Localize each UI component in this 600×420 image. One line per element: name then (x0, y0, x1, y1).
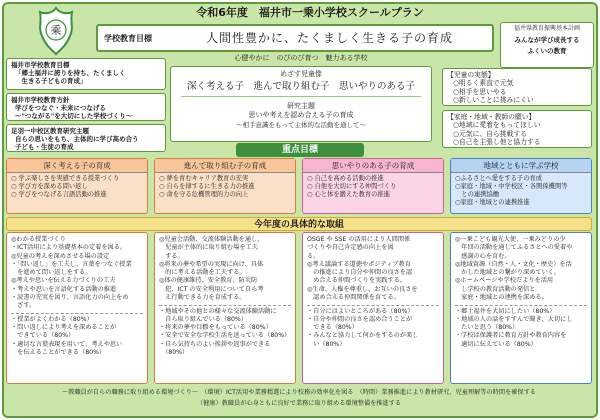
eval-line: ・地域の人の話をすすんで聞き、大切にし (455, 315, 573, 323)
school-goal-bar (96, 24, 494, 52)
focus-item: ○ 学ぶ楽しさを実感できる授業づくり (11, 175, 120, 182)
action-line: 年団の活動を通してふるさとへの愛着や (455, 244, 573, 252)
focus-item: ○家庭・地域・中学校区・各関係機関等 (455, 182, 568, 190)
focus-item: ○家庭・地域との連携推進 (455, 198, 530, 206)
research-subtitle: ～相手意識をもって主体的な活動を通して～ (236, 121, 366, 130)
focus-item: ○ふるさとへ愛をする子の育成 (455, 175, 543, 182)
focus-col-proactive (154, 158, 296, 214)
eval-line: ・安全で安全な学校生活を送っている（80%） (159, 332, 291, 340)
reality-item: ○新しいことに挑みにくい (453, 96, 534, 105)
action-line: ◎一乗こども観光大使、一乗みどりの少 (455, 236, 566, 243)
school-motto: 心健やかに のびのび育つ 魅力ある学校 (234, 54, 368, 62)
eval-line: 自ら取り組んでいる（80%） (159, 315, 248, 323)
action-line: 感謝の心を育む。 (455, 252, 511, 260)
eval-line: を伝えることができる（80%） (11, 348, 106, 356)
focus-item: ○ 学びをつなげる言語活動の推進 (11, 190, 107, 198)
child-image-label: めざす児童像 (280, 70, 322, 78)
action-line: ◎体の健康維持、安全教育、防災防 (159, 277, 258, 285)
action-col-proactive (154, 232, 296, 384)
goal-label: 学校教育目標 (104, 34, 152, 43)
school-emblem (36, 6, 76, 56)
action-line: づくりや自己肯定感の向上を図 (307, 244, 394, 252)
focus-item: ○ 夢を育むキャリア教育の充実 (159, 175, 249, 182)
action-line: ◎考え議論する道徳やポジティブ教育 (307, 260, 411, 268)
goal-text: 人間性豊かに、たくましく生きる子の育成 (206, 31, 454, 45)
district-theme-line: 自らの思いをもち、主体的に学び高め合う (15, 135, 139, 144)
child-reality-box (442, 68, 592, 106)
wishes-item: ○自己を主張し他と協力する (453, 138, 541, 147)
focus-item: ○ 命を守る危機管理的力の向上 (159, 190, 249, 198)
district-theme-heading: 足羽一中校区教育研究主題 (11, 127, 89, 135)
eval-line: ・地域やその他との様々な交流体験活動に (159, 307, 277, 315)
city-goal-heading: 福井市学校教育目標 (11, 61, 70, 69)
action-line: し学校の教育活動の発信と (455, 285, 536, 293)
action-line: ◎わかる授業づくり (11, 236, 66, 243)
eval-line: ・自分や仲間の良さを認め合うことが (307, 315, 413, 323)
focus-col-compassion (302, 158, 444, 214)
page-title: 令和6年度 福井市一乗小学校スクールプラン (196, 6, 424, 19)
focus-item: ○ 自己を高める活動の推進 (307, 175, 384, 182)
focus-item: ○ 心と体を鍛えた教育の推進 (307, 190, 391, 198)
focus-title: 地域とともに学ぶ学校 (451, 159, 591, 173)
child-image: 深く考える子 進んで取り組む子 思いやりのある子 (186, 80, 415, 92)
action-line: ・読書の充実を図り、言語化力の向上をめ (11, 293, 129, 301)
action-line: ざす。 (11, 302, 36, 309)
divider (159, 305, 291, 306)
action-line: ◎将来の夢や希望の実現に向け、具体 (159, 260, 264, 268)
eval-line: できている（80%） (11, 332, 75, 340)
pref-plan-motto-2: ふくいの教育 (527, 46, 567, 55)
eval-line: 適切に伝えている（80%） (455, 340, 537, 348)
action-line: め合える仲間づくりを実践する。 (307, 277, 406, 285)
action-line: ◎児童会活動、交流体験活動を通し、 (159, 236, 264, 243)
wishes-heading: 【家庭・地域・教師の願い】 (447, 113, 536, 121)
eval-line: ・自ら気持ちのよい挨拶や返事ができる (159, 340, 271, 348)
action-line: 犯、ICT の安全利用について自ら考 (159, 285, 264, 293)
action-line: かした地域との繋がり深めていく。 (455, 269, 561, 276)
reality-heading: 【児童の実態】 (447, 71, 495, 79)
action-line: の推進により自分や仲間の良さを認 (307, 269, 413, 276)
eval-line: ・郷土福井を大切にしたい（80%） (455, 307, 556, 315)
city-goal-box (6, 58, 166, 90)
eval-line: ・授業がよくわかる（80%） (11, 315, 93, 323)
pref-plan-title: 福井県教育振興基本計画 (513, 25, 580, 32)
footer-line-2: （健康）教職員が心身ともに良好で業務に取り組める環境整備を推進する (196, 400, 402, 407)
action-col-community (450, 232, 592, 384)
eval-line: ・自分にはよいところがある（80%） (307, 307, 414, 315)
focus-col-community (450, 158, 592, 214)
action-line: ◎考えや思いを伝える力づくりの工夫 (11, 277, 116, 285)
eval-line: （80%） (159, 348, 189, 356)
action-col-deep-thinking (6, 232, 148, 384)
focus-item: との連携協働 (455, 190, 500, 198)
center-panel (170, 66, 432, 142)
reality-item: ○相手を思いやる (453, 87, 507, 96)
action-line: を進めて問い返しをする。 (11, 269, 92, 276)
divider (11, 313, 143, 314)
action-line: え行動できる力を育成する。 (159, 293, 246, 301)
pref-plan-motto-1: みんなが学び成長する (514, 35, 580, 44)
eval-line: たいと思う（80%） (455, 324, 519, 331)
city-policy-line: ～"つながる"を大切にした学校づくり～ (15, 112, 133, 121)
eval-line: ・問い返しにより考えを深めることが (11, 324, 117, 331)
emblem-icon (36, 6, 76, 56)
eval-line: い（80%） (307, 340, 346, 348)
city-policy-heading: 福井市学校教育方針 (11, 96, 70, 104)
district-theme-box (6, 124, 166, 152)
prefecture-plan (500, 22, 594, 68)
action-line: ◎生命、人権を尊重し、お互いの良さを (307, 285, 418, 293)
action-line: ◎地域資源（自然・人・文化・歴史）を活 (455, 260, 572, 268)
eval-line: ・将来の夢や目標をもっている（80%） (159, 324, 272, 331)
focus-item: ○ 自他を大切にする仲間づくり (307, 182, 397, 190)
district-theme-line: 子ども・生徒の育成 (15, 143, 74, 152)
action-line: ・考えや思いを言語化する活動の推進 (11, 285, 117, 293)
action-col-compassion (302, 232, 444, 384)
city-goal-line: 「郷土福井に誇りを持ち、たくましく (15, 69, 126, 78)
focus-title: 深く考える子の育成 (7, 159, 147, 173)
action-banner: 今年度の具体的な取組 (6, 217, 592, 231)
divider (307, 305, 439, 306)
eval-line: ・適切な言葉表現を用いて、考えや思い (11, 340, 123, 348)
footer-line-1: ～教職員が自らの職務に取り組める環境づくり～ （環境）ICT活用や業務精選により校務の効率化を図る （時間）業務推進により教材研究、児童理解等の時間を確保する (62, 389, 536, 396)
research-title: 思いや考えを認め合える子の育成 (248, 111, 354, 120)
action-line: ◎児童の考えを深めさせる場の設定 (11, 252, 110, 260)
divider (455, 305, 587, 306)
focus-col-deep-thinking (6, 158, 148, 214)
focus-title: 進んで取り組む子の育成 (155, 159, 295, 173)
action-line: 児童が主体的に取り組む場を工夫 (159, 244, 258, 252)
focus-banner: 重点目標 (236, 143, 364, 157)
action-line: 認め合える仲間関係を育てる。 (307, 293, 400, 301)
research-label: 研究主題 (287, 101, 315, 110)
city-policy-line: 学びをつなぐ・未来につなげる (15, 104, 106, 113)
action-line: ・ICT活用により基礎基本の定着を図る。 (11, 244, 127, 252)
action-line: ◎ホームページや学校だよりを活用 (455, 277, 554, 285)
eval-line: できる（80%） (307, 324, 358, 331)
eval-line: ・みんなと協力して何かをするのが楽し (307, 332, 419, 340)
action-line: する。 (159, 252, 184, 260)
city-policy-box (6, 93, 166, 121)
action-line: 的に考える活動を工夫する。 (159, 269, 246, 276)
action-line: ・「問い返し」を工夫し、言葉をつなぐ授業 (11, 260, 132, 268)
wishes-box (442, 110, 592, 148)
emblem-char: 乘 (50, 24, 62, 37)
action-line: OSGE や SSE の活用により人間関係 (307, 236, 411, 243)
focus-title: 思いやりのある子の育成 (303, 159, 443, 173)
reality-item: ○明るく素直で元気 (453, 79, 514, 88)
wishes-item: ○元気に、自ら挑戦する (453, 129, 527, 138)
action-line: 家庭・地域との連携を深める。 (455, 293, 548, 301)
divider (181, 96, 421, 97)
eval-line: ・学校は保護者に教育方針や教育内容を (455, 332, 567, 340)
focus-item: ○ 学び方を深める問い返し (11, 182, 88, 190)
city-goal-line: 生きる子どもの育成」 (15, 77, 87, 86)
focus-item: ○ 自らを律するに生きる力の推進 (159, 182, 255, 190)
action-line: る。 (307, 252, 320, 260)
wishes-item: ○地域に愛着をもってほしい (453, 121, 541, 130)
